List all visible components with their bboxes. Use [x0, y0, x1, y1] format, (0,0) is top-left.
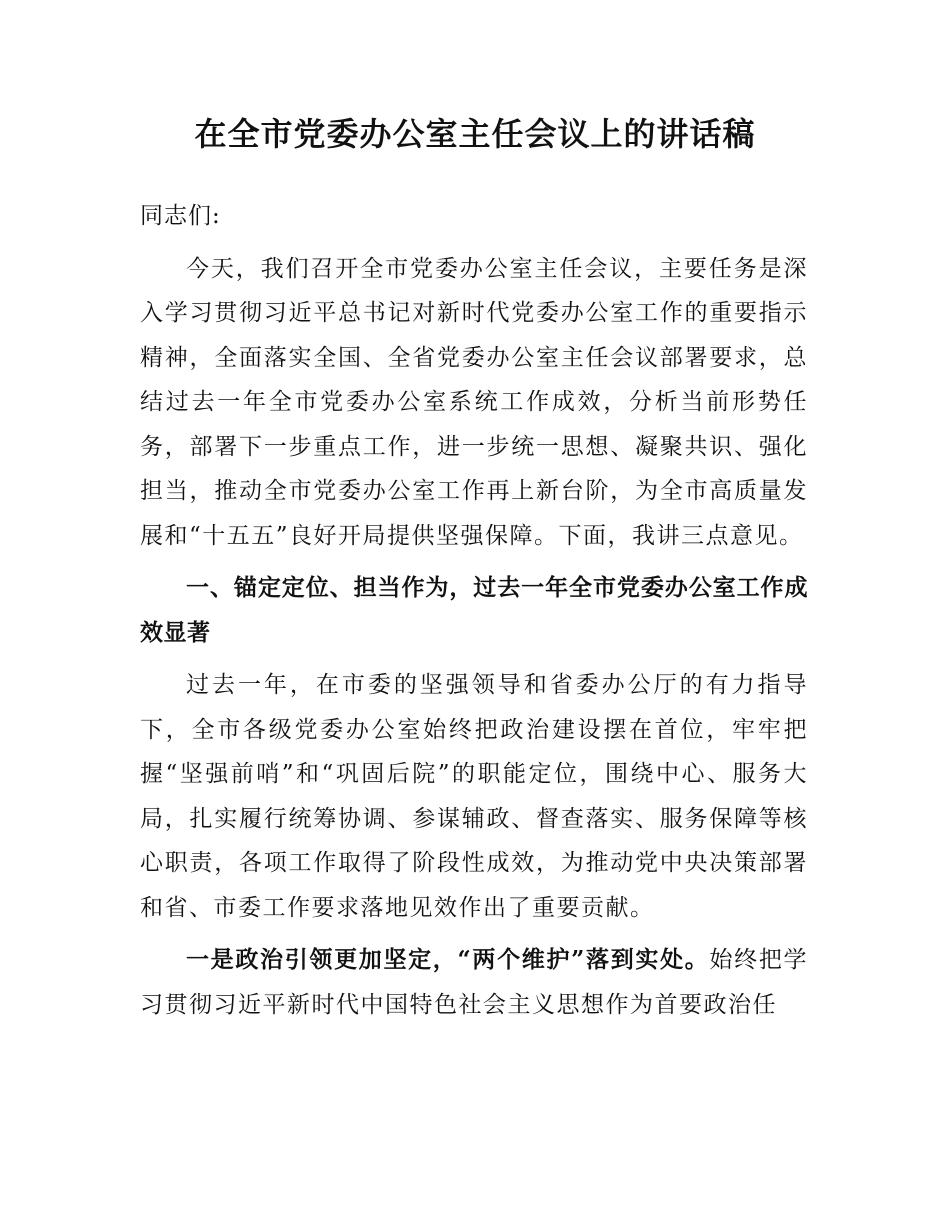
- point-one-text: 始终把学习贯彻习近平新时代中国特色社会主义思想作为首要政治任: [140, 947, 808, 1018]
- intro-paragraph: 今天，我们召开全市党委办公室主任会议，主要任务是深入学习贯彻习近平总书记对新时代党委办公室工作的重要指示精神，全面落实全国、全省党委办公室主任会议部署要求，总结过去一年全市党委办公室系统工作成效，分析当前形势任务，部署下一步重点工作，进一步统一思想、凝聚共识、强化担当，推动全市党委办公室工作再上新台阶，为全市高质量发展和“十五五”良好开局提供坚强保障。下面，我讲三点意见。: [140, 255, 808, 549]
- point-one-lead: 一是政治引领更加坚定，“两个维护”落到实处。: [186, 946, 710, 973]
- document-body: [140, 194, 808, 1035]
- section-one-paragraph: 过去一年，在市委的坚强领导和省委办公厅的有力指导下，全市各级党委办公室始终把政治建设摆在首位，牢牢把握“坚强前哨”和“巩固后院”的职能定位，围绕中心、服务大局，扎实履行统筹协调、参谋辅政、督查落实、服务保障等核心职责，各项工作取得了阶段性成效，为推动党中央决策部署和省、市委工作要求落地见效作出了重要贡献。: [140, 672, 808, 921]
- point-one-paragraph: [140, 938, 808, 1027]
- salutation: 同志们:: [140, 203, 221, 229]
- document-title: 在全市党委办公室主任会议上的讲话稿: [194, 115, 756, 153]
- section-heading-one: 一、锚定定位、担当作为，过去一年全市党委办公室工作成效显著: [140, 575, 808, 646]
